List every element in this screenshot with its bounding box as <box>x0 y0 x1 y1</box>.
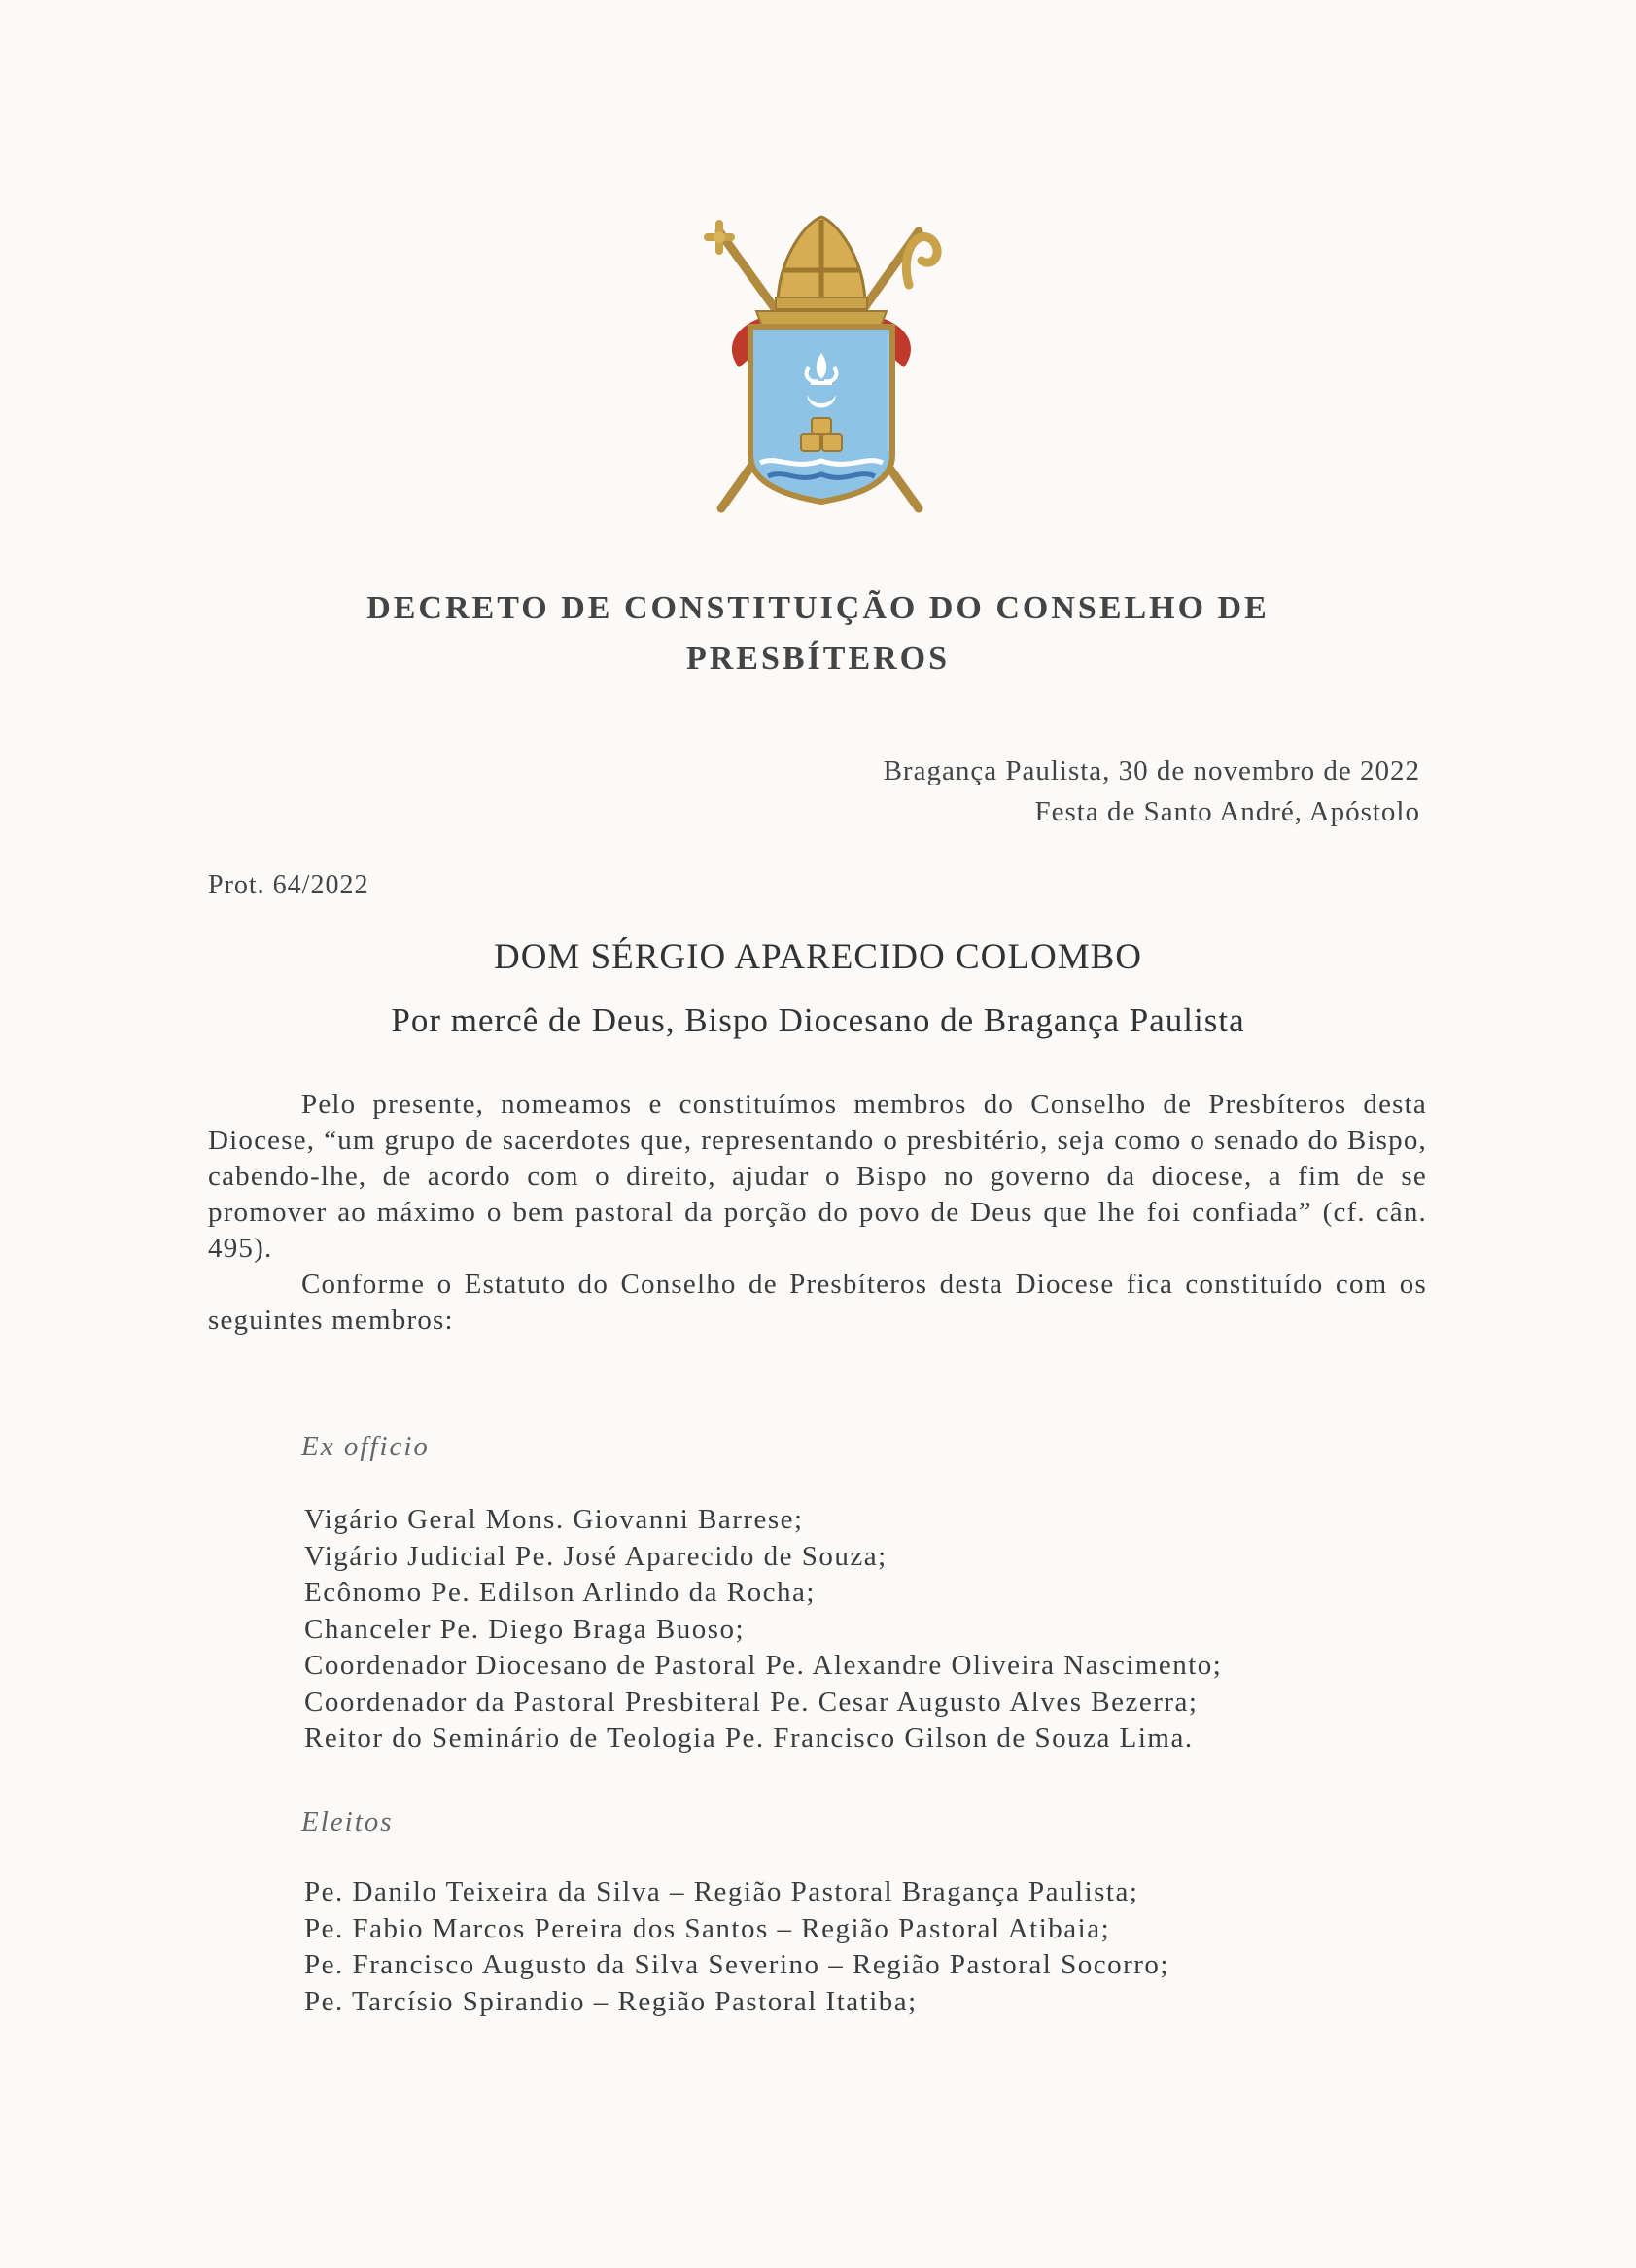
list-item: Pe. Fabio Marcos Pereira dos Santos – Região Pastoral Atibaia; <box>304 1912 1111 1944</box>
eleitos-list <box>304 1874 1169 2020</box>
decree-title <box>243 583 1393 684</box>
list-item: Ecônomo Pe. Edilson Arlindo da Rocha; <box>304 1577 816 1608</box>
list-item: Pe. Francisco Augusto da Silva Severino – Região Pastoral Socorro; <box>304 1949 1169 1980</box>
list-item: Coordenador da Pastoral Presbiteral Pe. Cesar Augusto Alves Bezerra; <box>304 1686 1199 1718</box>
list-item: Pe. Danilo Teixeira da Silva – Região Pastoral Bragança Paulista; <box>304 1876 1139 1907</box>
place-and-date <box>884 750 1420 832</box>
list-item: Vigário Geral Mons. Giovanni Barrese; <box>304 1504 804 1535</box>
bishop-title: Por mercê de Deus, Bispo Diocesano de Bragança Paulista <box>391 1001 1245 1039</box>
decree-title-line-1: DECRETO DE CONSTITUIÇÃO DO CONSELHO DE <box>366 590 1270 626</box>
place-date-line: Bragança Paulista, 30 de novembro de 2022 <box>883 755 1420 786</box>
protocol-number: Prot. 64/2022 <box>208 870 369 900</box>
ex-officio-heading: Ex officio <box>301 1431 430 1462</box>
list-item: Reitor do Seminário de Teologia Pe. Francisco Gilson de Souza Lima. <box>304 1723 1194 1754</box>
body-paragraph-2: Conforme o Estatuto do Conselho de Presbíteros desta Diocese fica constituído com os seguintes membros: <box>208 1269 1427 1336</box>
list-item: Vigário Judicial Pe. José Aparecido de Souza; <box>304 1540 888 1572</box>
list-item: Pe. Tarcísio Spirandio – Região Pastoral Itatiba; <box>304 1985 918 2017</box>
decree-body <box>208 1087 1427 1339</box>
eleitos-heading: Eleitos <box>301 1806 394 1837</box>
list-item: Coordenador Diocesano de Pastoral Pe. Alexandre Oliveira Nascimento; <box>304 1650 1223 1681</box>
bishop-name: DOM SÉRGIO APARECIDO COLOMBO <box>493 937 1143 977</box>
decree-title-line-2: PRESBÍTEROS <box>685 641 951 677</box>
body-paragraph-1: Pelo presente, nomeamos e constituímos membros do Conselho de Presbíteros desta Diocese, “um grupo de sacerdotes que, representando o presbitério, seja como o senado do Bispo, cabendo-lhe, de acordo com o direito, ajudar o Bispo no governo da diocese, a fim de se promover ao máximo o bem pastoral da porção do povo de Deus que lhe foi confiada” (cf. cân. 495). <box>208 1089 1427 1264</box>
feast-line: Festa de Santo André, Apóstolo <box>1034 796 1420 827</box>
ex-officio-list <box>304 1502 1222 1758</box>
list-item: Chanceler Pe. Diego Braga Buoso; <box>304 1613 746 1645</box>
diocesan-coat-of-arms-icon <box>700 212 943 523</box>
